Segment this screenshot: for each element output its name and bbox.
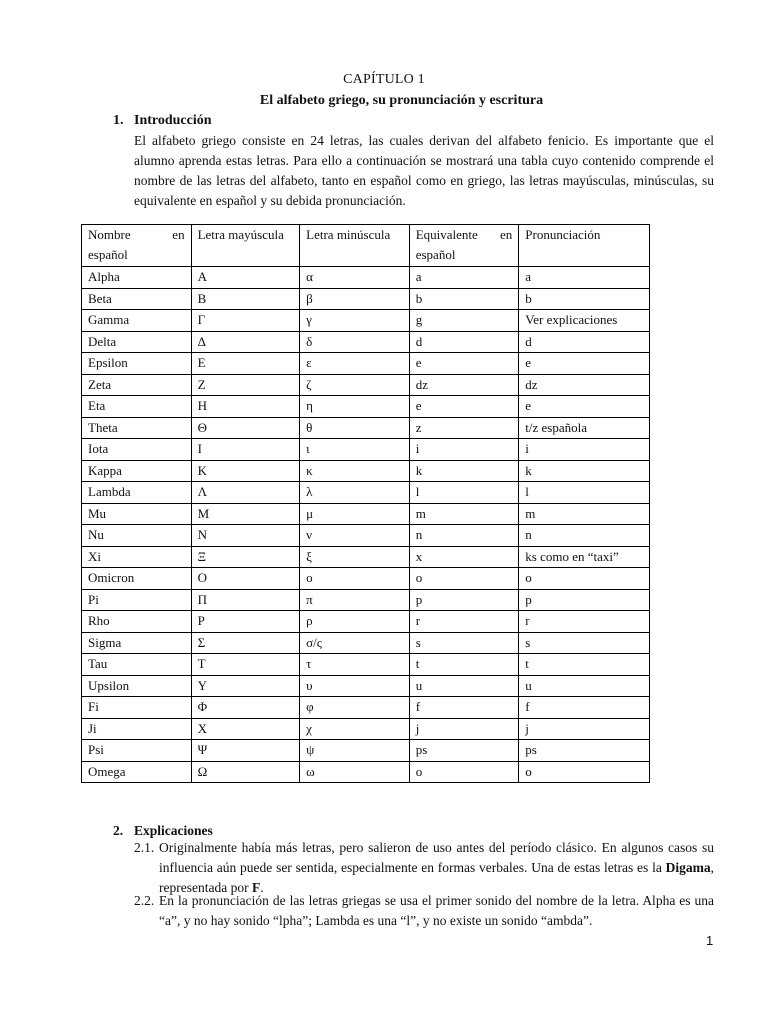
cell-equivalente: j xyxy=(409,718,519,740)
cell-mayuscula: Ψ xyxy=(191,740,300,762)
cell-minuscula: ε xyxy=(300,353,410,375)
cell-pronunciacion: ks como en “taxi” xyxy=(519,546,650,568)
cell-mayuscula: Ρ xyxy=(191,611,300,633)
table-row xyxy=(82,697,650,719)
section-1-number: 1. xyxy=(113,113,124,128)
cell-minuscula: ο xyxy=(300,568,410,590)
cell-nombre: Fi xyxy=(82,697,192,719)
cell-pronunciacion: j xyxy=(519,718,650,740)
cell-mayuscula: Ξ xyxy=(191,546,300,568)
explanation-item-2-2 xyxy=(134,891,714,931)
cell-equivalente: d xyxy=(409,331,519,353)
cell-minuscula: σ/ς xyxy=(300,632,410,654)
cell-equivalente: l xyxy=(409,482,519,504)
cell-minuscula: θ xyxy=(300,417,410,439)
cell-mayuscula: Ο xyxy=(191,568,300,590)
cell-equivalente: dz xyxy=(409,374,519,396)
table-row xyxy=(82,675,650,697)
cell-minuscula: λ xyxy=(300,482,410,504)
item-number: 2.2. xyxy=(134,893,155,908)
cell-nombre: Pi xyxy=(82,589,192,611)
cell-minuscula: ι xyxy=(300,439,410,461)
cell-mayuscula: Φ xyxy=(191,697,300,719)
cell-mayuscula: Α xyxy=(191,267,300,289)
header-minuscula: Letra minúscula xyxy=(300,225,410,267)
cell-equivalente: s xyxy=(409,632,519,654)
table-header-row xyxy=(82,225,650,267)
cell-pronunciacion: t xyxy=(519,654,650,676)
cell-equivalente: ps xyxy=(409,740,519,762)
cell-minuscula: γ xyxy=(300,310,410,332)
cell-equivalente: i xyxy=(409,439,519,461)
header-pronunciacion: Pronunciación xyxy=(519,225,650,267)
cell-pronunciacion: k xyxy=(519,460,650,482)
cell-nombre: Tau xyxy=(82,654,192,676)
chapter-label: CAPÍTULO 1 xyxy=(343,72,425,87)
cell-minuscula: β xyxy=(300,288,410,310)
page-number: 1 xyxy=(706,933,714,948)
cell-equivalente: o xyxy=(409,761,519,783)
cell-pronunciacion: p xyxy=(519,589,650,611)
alphabet-table xyxy=(81,224,650,783)
cell-nombre: Kappa xyxy=(82,460,192,482)
table-row xyxy=(82,632,650,654)
section-2-number: 2. xyxy=(113,823,124,838)
cell-nombre: Beta xyxy=(82,288,192,310)
cell-mayuscula: Λ xyxy=(191,482,300,504)
cell-pronunciacion: o xyxy=(519,568,650,590)
section-2-heading xyxy=(113,823,213,839)
cell-pronunciacion: e xyxy=(519,353,650,375)
cell-pronunciacion: r xyxy=(519,611,650,633)
cell-equivalente: z xyxy=(409,417,519,439)
cell-nombre: Zeta xyxy=(82,374,192,396)
table-row xyxy=(82,482,650,504)
table-row xyxy=(82,611,650,633)
cell-nombre: Xi xyxy=(82,546,192,568)
cell-pronunciacion: d xyxy=(519,331,650,353)
cell-pronunciacion: b xyxy=(519,288,650,310)
table-row xyxy=(82,525,650,547)
cell-pronunciacion: o xyxy=(519,761,650,783)
cell-pronunciacion: Ver explicaciones xyxy=(519,310,650,332)
cell-nombre: Omega xyxy=(82,761,192,783)
cell-mayuscula: Ν xyxy=(191,525,300,547)
cell-nombre: Lambda xyxy=(82,482,192,504)
cell-minuscula: μ xyxy=(300,503,410,525)
cell-nombre: Ji xyxy=(82,718,192,740)
table-row xyxy=(82,718,650,740)
header-nombre: Nombre en español xyxy=(82,225,192,267)
table-row xyxy=(82,310,650,332)
cell-minuscula: η xyxy=(300,396,410,418)
cell-equivalente: k xyxy=(409,460,519,482)
item-number: 2.1. xyxy=(134,840,155,855)
cell-nombre: Nu xyxy=(82,525,192,547)
cell-nombre: Sigma xyxy=(82,632,192,654)
cell-mayuscula: Β xyxy=(191,288,300,310)
table-row xyxy=(82,546,650,568)
cell-mayuscula: Τ xyxy=(191,654,300,676)
cell-minuscula: α xyxy=(300,267,410,289)
cell-minuscula: ξ xyxy=(300,546,410,568)
cell-pronunciacion: a xyxy=(519,267,650,289)
table-row xyxy=(82,353,650,375)
table-row xyxy=(82,267,650,289)
table-row xyxy=(82,439,650,461)
section-1-heading xyxy=(113,113,212,129)
table-row xyxy=(82,417,650,439)
cell-nombre: Theta xyxy=(82,417,192,439)
header-equivalente: Equivalente en español xyxy=(409,225,519,267)
cell-minuscula: ν xyxy=(300,525,410,547)
cell-mayuscula: Κ xyxy=(191,460,300,482)
cell-pronunciacion: dz xyxy=(519,374,650,396)
cell-mayuscula: Ε xyxy=(191,353,300,375)
cell-nombre: Psi xyxy=(82,740,192,762)
cell-pronunciacion: u xyxy=(519,675,650,697)
cell-mayuscula: Μ xyxy=(191,503,300,525)
cell-minuscula: τ xyxy=(300,654,410,676)
cell-equivalente: m xyxy=(409,503,519,525)
cell-minuscula: ω xyxy=(300,761,410,783)
table-row xyxy=(82,740,650,762)
section-1-title: Introducción xyxy=(134,113,212,128)
cell-mayuscula: Π xyxy=(191,589,300,611)
item-text: En la pronunciación de las letras griegas se usa el primer sonido del nombre de la letra. Alpha es una “a”, y no hay sonido “lpha”; Lambda es una “l”, y no existe un sonido “ambda”. xyxy=(159,893,714,928)
cell-pronunciacion: e xyxy=(519,396,650,418)
cell-equivalente: o xyxy=(409,568,519,590)
cell-nombre: Rho xyxy=(82,611,192,633)
cell-pronunciacion: s xyxy=(519,632,650,654)
cell-equivalente: t xyxy=(409,654,519,676)
cell-mayuscula: Δ xyxy=(191,331,300,353)
cell-equivalente: p xyxy=(409,589,519,611)
cell-equivalente: n xyxy=(409,525,519,547)
cell-pronunciacion: i xyxy=(519,439,650,461)
cell-nombre: Delta xyxy=(82,331,192,353)
header-mayuscula: Letra mayúscula xyxy=(191,225,300,267)
cell-minuscula: ζ xyxy=(300,374,410,396)
table-row xyxy=(82,589,650,611)
cell-equivalente: e xyxy=(409,353,519,375)
cell-mayuscula: Σ xyxy=(191,632,300,654)
cell-mayuscula: Ω xyxy=(191,761,300,783)
cell-pronunciacion: f xyxy=(519,697,650,719)
table-row xyxy=(82,288,650,310)
table-row xyxy=(82,568,650,590)
cell-mayuscula: Ζ xyxy=(191,374,300,396)
table-row xyxy=(82,654,650,676)
cell-pronunciacion: ps xyxy=(519,740,650,762)
cell-mayuscula: Θ xyxy=(191,417,300,439)
cell-pronunciacion: t/z española xyxy=(519,417,650,439)
cell-equivalente: b xyxy=(409,288,519,310)
table-row xyxy=(82,396,650,418)
table-row xyxy=(82,460,650,482)
cell-nombre: Omicron xyxy=(82,568,192,590)
cell-nombre: Alpha xyxy=(82,267,192,289)
table-row xyxy=(82,331,650,353)
cell-nombre: Iota xyxy=(82,439,192,461)
cell-minuscula: υ xyxy=(300,675,410,697)
cell-pronunciacion: n xyxy=(519,525,650,547)
cell-mayuscula: Ι xyxy=(191,439,300,461)
cell-minuscula: ρ xyxy=(300,611,410,633)
cell-minuscula: ψ xyxy=(300,740,410,762)
cell-minuscula: φ xyxy=(300,697,410,719)
cell-minuscula: π xyxy=(300,589,410,611)
intro-paragraph: El alfabeto griego consiste en 24 letras, las cuales derivan del alfabeto fenicio. Es importante que el alumno aprenda estas letras. Para ello a continuación se mostrará una tabla cuyo contenido comprende el nombre de las letras del alfabeto, tanto en español como en griego, las letras mayúsculas, minúsculas, su equivalente en español y su debida pronunciación. xyxy=(134,133,714,208)
cell-equivalente: r xyxy=(409,611,519,633)
cell-equivalente: e xyxy=(409,396,519,418)
cell-nombre: Eta xyxy=(82,396,192,418)
cell-nombre: Gamma xyxy=(82,310,192,332)
cell-mayuscula: Χ xyxy=(191,718,300,740)
cell-nombre: Epsilon xyxy=(82,353,192,375)
cell-mayuscula: Η xyxy=(191,396,300,418)
table-row xyxy=(82,761,650,783)
table-row xyxy=(82,374,650,396)
cell-minuscula: κ xyxy=(300,460,410,482)
page-title: El alfabeto griego, su pronunciación y escritura xyxy=(259,93,544,108)
cell-minuscula: χ xyxy=(300,718,410,740)
cell-pronunciacion: l xyxy=(519,482,650,504)
section-2-title: Explicaciones xyxy=(134,823,213,838)
cell-equivalente: x xyxy=(409,546,519,568)
cell-equivalente: u xyxy=(409,675,519,697)
cell-mayuscula: Υ xyxy=(191,675,300,697)
item-text: Originalmente había más letras, pero salieron de uso antes del período clásico. En algunos casos su influencia aún puede ser sentida, especialmente en formas verbales. Una de estas letras es la Digama, representada por F. xyxy=(159,840,714,895)
table-row xyxy=(82,503,650,525)
cell-minuscula: δ xyxy=(300,331,410,353)
cell-equivalente: a xyxy=(409,267,519,289)
cell-nombre: Upsilon xyxy=(82,675,192,697)
cell-equivalente: g xyxy=(409,310,519,332)
cell-mayuscula: Γ xyxy=(191,310,300,332)
cell-pronunciacion: m xyxy=(519,503,650,525)
cell-nombre: Mu xyxy=(82,503,192,525)
explanation-item-2-1 xyxy=(134,838,714,898)
cell-equivalente: f xyxy=(409,697,519,719)
